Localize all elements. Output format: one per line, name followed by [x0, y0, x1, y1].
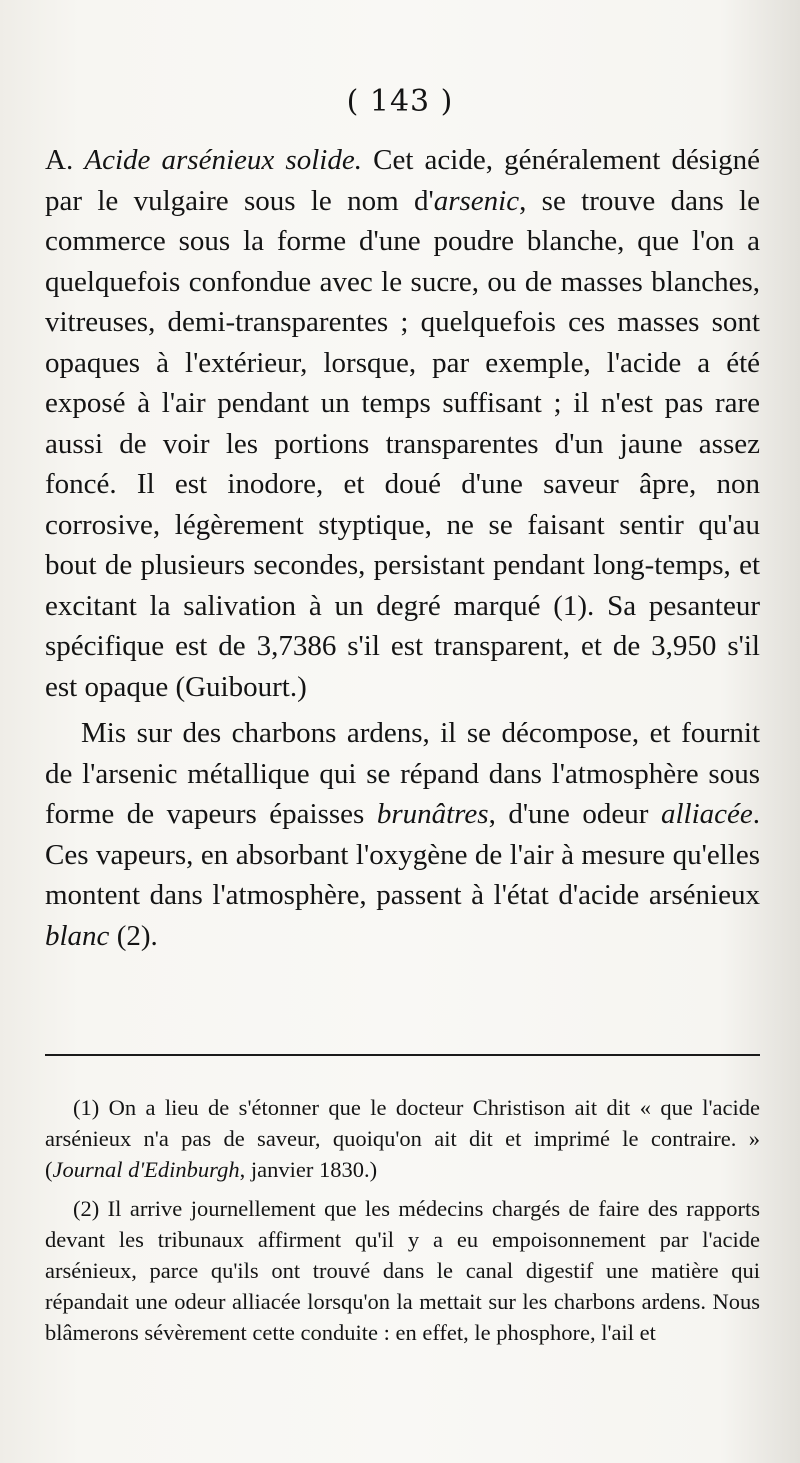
paragraph-text: . Ces vapeurs, en absorbant l'oxygène de l'air à mesure qu'elles montent dans l'atmosphère, passent à l'état d'acide arsénieux: [45, 798, 760, 911]
term-arsenic: arsenic: [433, 184, 520, 217]
term-alliacee: alliacée: [660, 798, 753, 830]
paragraph-text: , se trouve dans le commerce sous la forme d'une poudre blanche, que l'on a quelquefois confondue avec le sucre, ou de masses blanches, vitreuses, demi-transparentes ; quelquefois ces masses sont opaques à l'extérieur, lorsque, par exemple, l'acide a été exposé à l'air pendant un temps suffisant ; il n'est pas rare aussi de voir les portions transparentes d'un jaune assez foncé. Il est inodore, et doué d'une saveur âpre, non corrosive, légèrement styptique, ne se faisant sentir qu'au bout de plusieurs secondes, persistant pendant long-temps, et excitant la salivation à un degré marqué (1). Sa pesanteur spécifique est de 3,7386 s'il est transparent, et de 3,950 s'il est opaque (Guibourt.): [45, 184, 760, 703]
term-brunatres: brunâtres: [376, 798, 489, 830]
paragraph-text: Cet acide, généralement désigné par le vulgaire sous le nom d': [45, 144, 761, 217]
paragraph-text: , d'une odeur: [488, 798, 661, 830]
main-text: [45, 140, 760, 956]
section-letter: A.: [45, 144, 74, 176]
paragraph-acide-arsenieux-solide: [45, 140, 760, 707]
paragraph-charbons-ardens: [45, 713, 760, 956]
footnotes: [45, 1092, 760, 1356]
page-number: ( 143 ): [346, 84, 454, 119]
paragraph-text: Mis sur des charbons ardens, il se décompose, et fournit de l'arsenic métallique qui se répand dans l'atmosphère sous forme de vapeurs épaisses: [45, 717, 760, 830]
term-blanc: blanc: [45, 919, 110, 952]
footnote-1: [45, 1092, 760, 1185]
footnote-text: , janvier 1830.): [239, 1157, 378, 1182]
paragraph-text: (2).: [109, 919, 158, 952]
section-heading: Acide arsénieux solide.: [84, 144, 362, 176]
footnote-text: (1) On a lieu de s'étonner que le docteur Christison ait dit « que l'acide arsénieux n'a pas de saveur, quoiqu'on ait dit et imprimé le contraire. » (: [45, 1095, 760, 1182]
footnote-2: (2) Il arrive journellement que les médecins chargés de faire des rapports devant les tribunaux affirment qu'il y a eu empoisonnement par l'acide arsénieux, parce qu'ils ont trouvé dans le canal digestif une matière qui répandait une odeur alliacée lorsqu'on la mettait sur les charbons ardens. Nous blâmerons sévèrement cette conduite : en effet, le phosphore, l'ail et: [45, 1196, 760, 1345]
footnote-separator: [45, 1054, 760, 1056]
journal-title: Journal d'Edinburgh: [52, 1157, 240, 1182]
